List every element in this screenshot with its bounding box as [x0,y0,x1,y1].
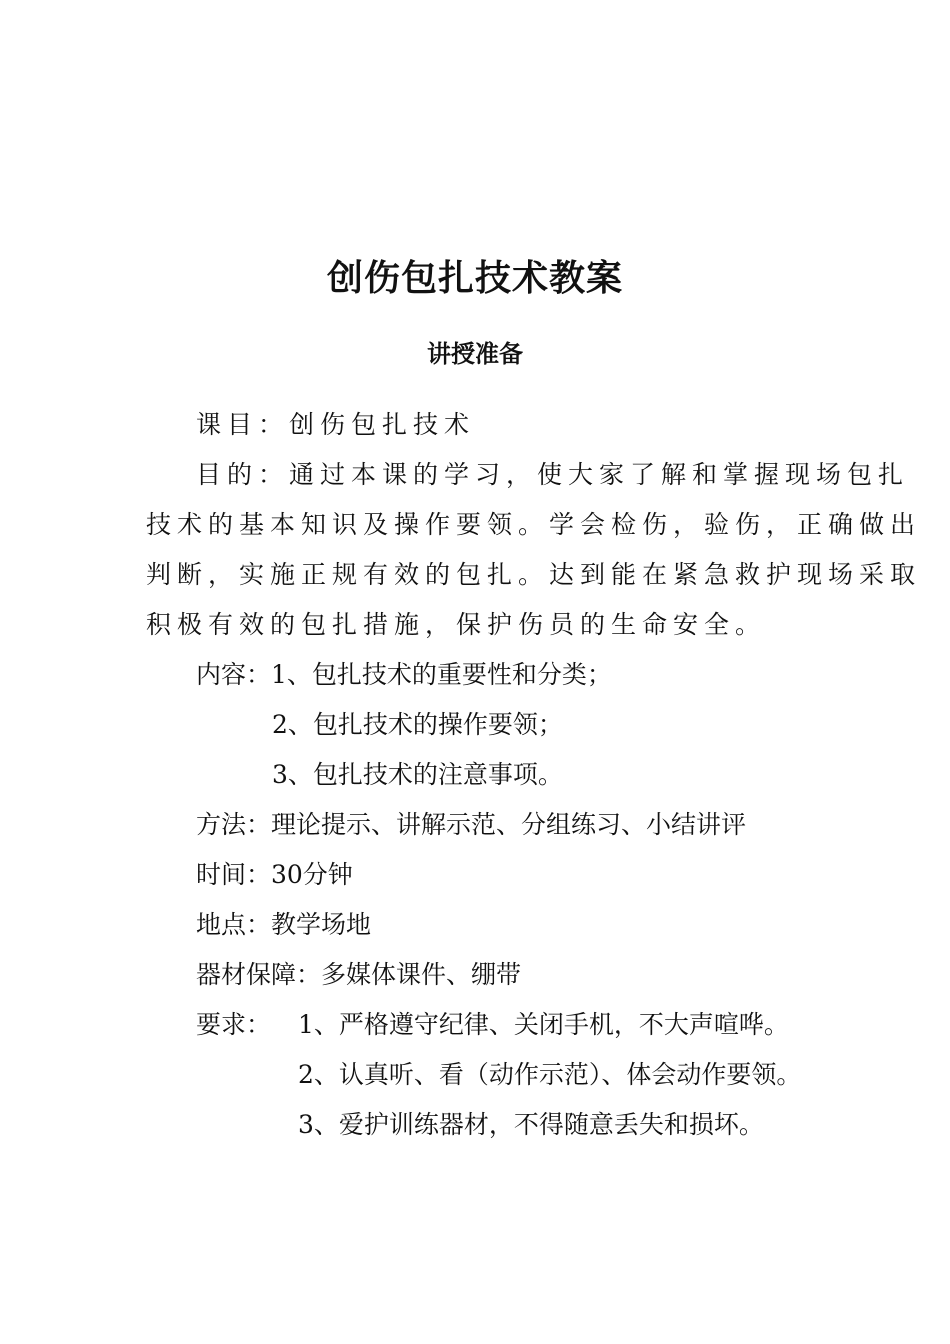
document-title: 创伤包扎技术教案 [326,258,623,299]
location-line: 地点：教学场地 [196,910,372,939]
content-line-3: 3、包扎技术的注意事项。 [272,760,563,789]
time-line: 时间：30分钟 [196,860,353,889]
purpose-line-2: 技术的基本知识及操作要领。学会检伤，验伤，正确做出 [146,510,922,539]
subject-line: 课目：创伤包扎技术 [196,410,476,439]
requirement-item-1: 1、严格遵守纪律、关闭手机，不大声喧哗。 [298,1010,789,1039]
purpose-line-4: 积极有效的包扎措施，保护伤员的生命安全。 [146,610,767,639]
purpose-line-3: 判断，实施正规有效的包扎。达到能在紧急救护现场采取 [146,560,922,589]
content-line-2: 2、包扎技术的操作要领； [272,710,563,739]
requirement-item-3: 3、爱护训练器材，不得随意丢失和损坏。 [298,1110,764,1139]
document-subtitle: 讲授准备 [427,340,523,368]
equipment-line: 器材保障：多媒体课件、绷带 [196,960,522,989]
content-line-1: 内容：1、包扎技术的重要性和分类； [196,660,612,689]
method-line: 方法：理论提示、讲解示范、分组练习、小结讲评 [196,810,747,839]
requirements-label: 要求： [196,1010,272,1039]
purpose-line-1: 目的：通过本课的学习，使大家了解和掌握现场包扎 [196,460,910,489]
requirement-item-2: 2、认真听、看（动作示范）、体会动作要领。 [298,1060,802,1089]
